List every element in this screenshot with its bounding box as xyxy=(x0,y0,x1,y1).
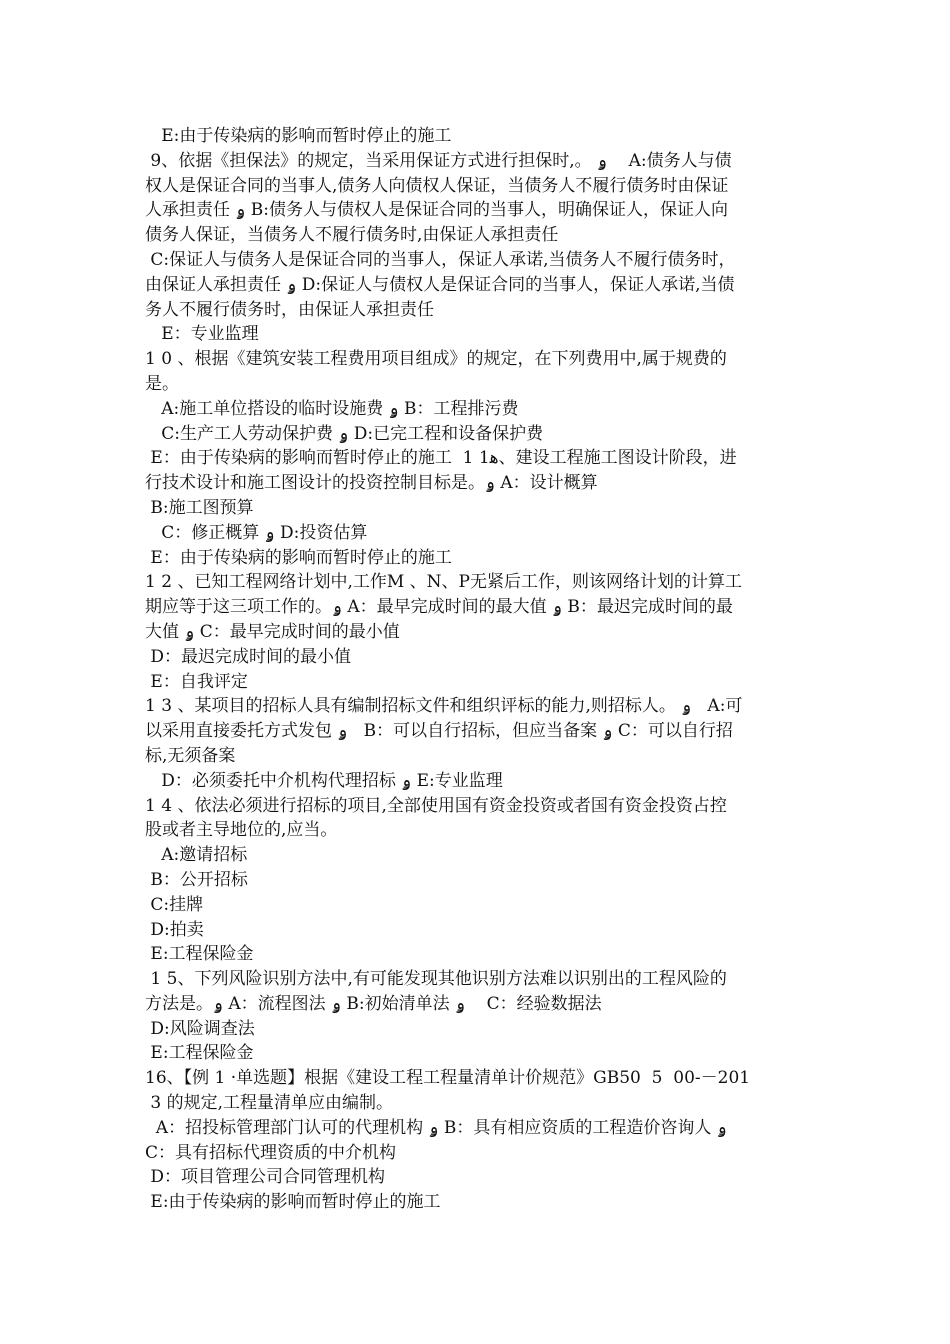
question-12-text: 大值 ۅ C：最早完成时间的最小值 xyxy=(145,621,400,642)
question-10: 1 0 、根据《建筑安装工程费用项目组成》的规定，在下列费用中,属于规费的 xyxy=(145,349,727,370)
question-15-option-e: E:工程保险金 xyxy=(145,1043,254,1064)
question-14-option-b: B：公开招标 xyxy=(145,869,248,890)
question-10-text: 是。 xyxy=(145,373,179,394)
question-11-options-cd: C：修正概算 ۅ D:投资估算 xyxy=(145,522,368,543)
question-11-option-e: E：由于传染病的影响而暂时停止的施工 xyxy=(145,547,452,568)
question-9-text: 权人是保证合同的当事人,债务人向债权人保证，当债务人不履行债务时由保证 xyxy=(145,175,729,196)
question-15: 1 5、下列风险识别方法中,有可能发现其他识别方法难以识别出的工程风险的 xyxy=(145,969,727,990)
question-12-text: 期应等于这三项工作的。ۅ A：最早完成时间的最大值 ۅ B：最迟完成时间的最 xyxy=(145,597,733,618)
question-16-option-e: E:由于传染病的影响而暂时停止的施工 xyxy=(145,1192,441,1213)
question-9-option-e: E：专业监理 xyxy=(145,324,259,345)
question-14-text: 股或者主导地位的,应当。 xyxy=(145,820,338,841)
question-9-text: 人承担责任 ۅ B:债务人与债权人是保证合同的当事人，明确保证人，保证人向 xyxy=(145,200,728,221)
question-15-option-d: D:风险调查法 xyxy=(145,1018,255,1039)
question-16-option-c: C：具有招标代理资质的中介机构 xyxy=(145,1142,397,1163)
question-11-text: 行技术设计和施工图设计的投资控制目标是。ۅ A：设计概算 xyxy=(145,473,598,494)
question-13: 1 3 、某项目的招标人具有编制招标文件和组织评标的能力,则招标人。 ۅ A:可 xyxy=(145,696,743,717)
question-9-text: 务人不履行债务时，由保证人承担责任 xyxy=(145,299,434,320)
question-10-options-cd: C:生产工人劳动保护费 ۅ D:已完工程和设备保护费 xyxy=(145,423,544,444)
question-10-options-ab: A:施工单位搭设的临时设施费 ۅ B：工程排污费 xyxy=(145,398,519,419)
question-16-options-ab: A：招投标管理部门认可的代理机构 ۅ B：具有相应资质的工程造价咨询人 ۅ xyxy=(145,1117,727,1138)
question-12-option-e: E：自我评定 xyxy=(145,671,248,692)
question-16-text: 3 的规定,工程量清单应由编制。 xyxy=(145,1093,394,1114)
question-14-option-d: D:拍卖 xyxy=(145,919,204,940)
question-14-option-e: E:工程保险金 xyxy=(145,944,254,965)
question-13-text: 以采用直接委托方式发包 ۅ B：可以自行招标，但应当备案 ۅ C：可以自行招 xyxy=(145,721,733,742)
question-13-text: 标,无须备案 xyxy=(145,745,236,766)
question-9-option-c: C:保证人与债务人是保证合同的当事人，保证人承诺,当债务人不履行债务时， xyxy=(145,249,736,270)
question-15-text: 方法是。ۅ A：流程图法 ۅ B:初始清单法 ۅ C：经验数据法 xyxy=(145,993,602,1014)
question-13-options-de: D：必须委托中介机构代理招标 ۅ E:专业监理 xyxy=(145,770,503,791)
question-16-option-d: D：项目管理公司合同管理机构 xyxy=(145,1167,386,1188)
question-14: 1 4 、依法必须进行招标的项目,全部使用国有资金投资或者国有资金投资占控 xyxy=(145,795,727,816)
question-11-option-b: B:施工图预算 xyxy=(145,497,254,518)
question-11: E：由于传染病的影响而暂时停止的施工 1 1ﻫ、建设工程施工图设计阶段，进 xyxy=(145,448,737,469)
question-12-option-d: D：最迟完成时间的最小值 xyxy=(145,646,352,667)
document-body xyxy=(145,124,810,1215)
question-14-option-a: A:邀请招标 xyxy=(145,845,248,866)
question-9-text: 债务人保证，当债务人不履行债务时,由保证人承担责任 xyxy=(145,225,559,246)
question-9: 9、依据《担保法》的规定，当采用保证方式进行担保时,。 ۅ A:债务人与债 xyxy=(145,150,732,171)
question-12: 1 2 、已知工程网络计划中,工作M 、N、P无紧后工作，则该网络计划的计算工 xyxy=(145,572,742,593)
option-e-q8: E:由于传染病的影响而暂时停止的施工 xyxy=(145,126,452,146)
question-9-text: 由保证人承担责任 ۅ D:保证人与债权人是保证合同的当事人，保证人承诺,当债 xyxy=(145,274,735,295)
question-16: 16、【例 1 ·单选题】根据《建设工程工程量清单计价规范》GB50 5 00-－201 xyxy=(145,1068,751,1089)
question-14-option-c: C:挂牌 xyxy=(145,894,204,915)
